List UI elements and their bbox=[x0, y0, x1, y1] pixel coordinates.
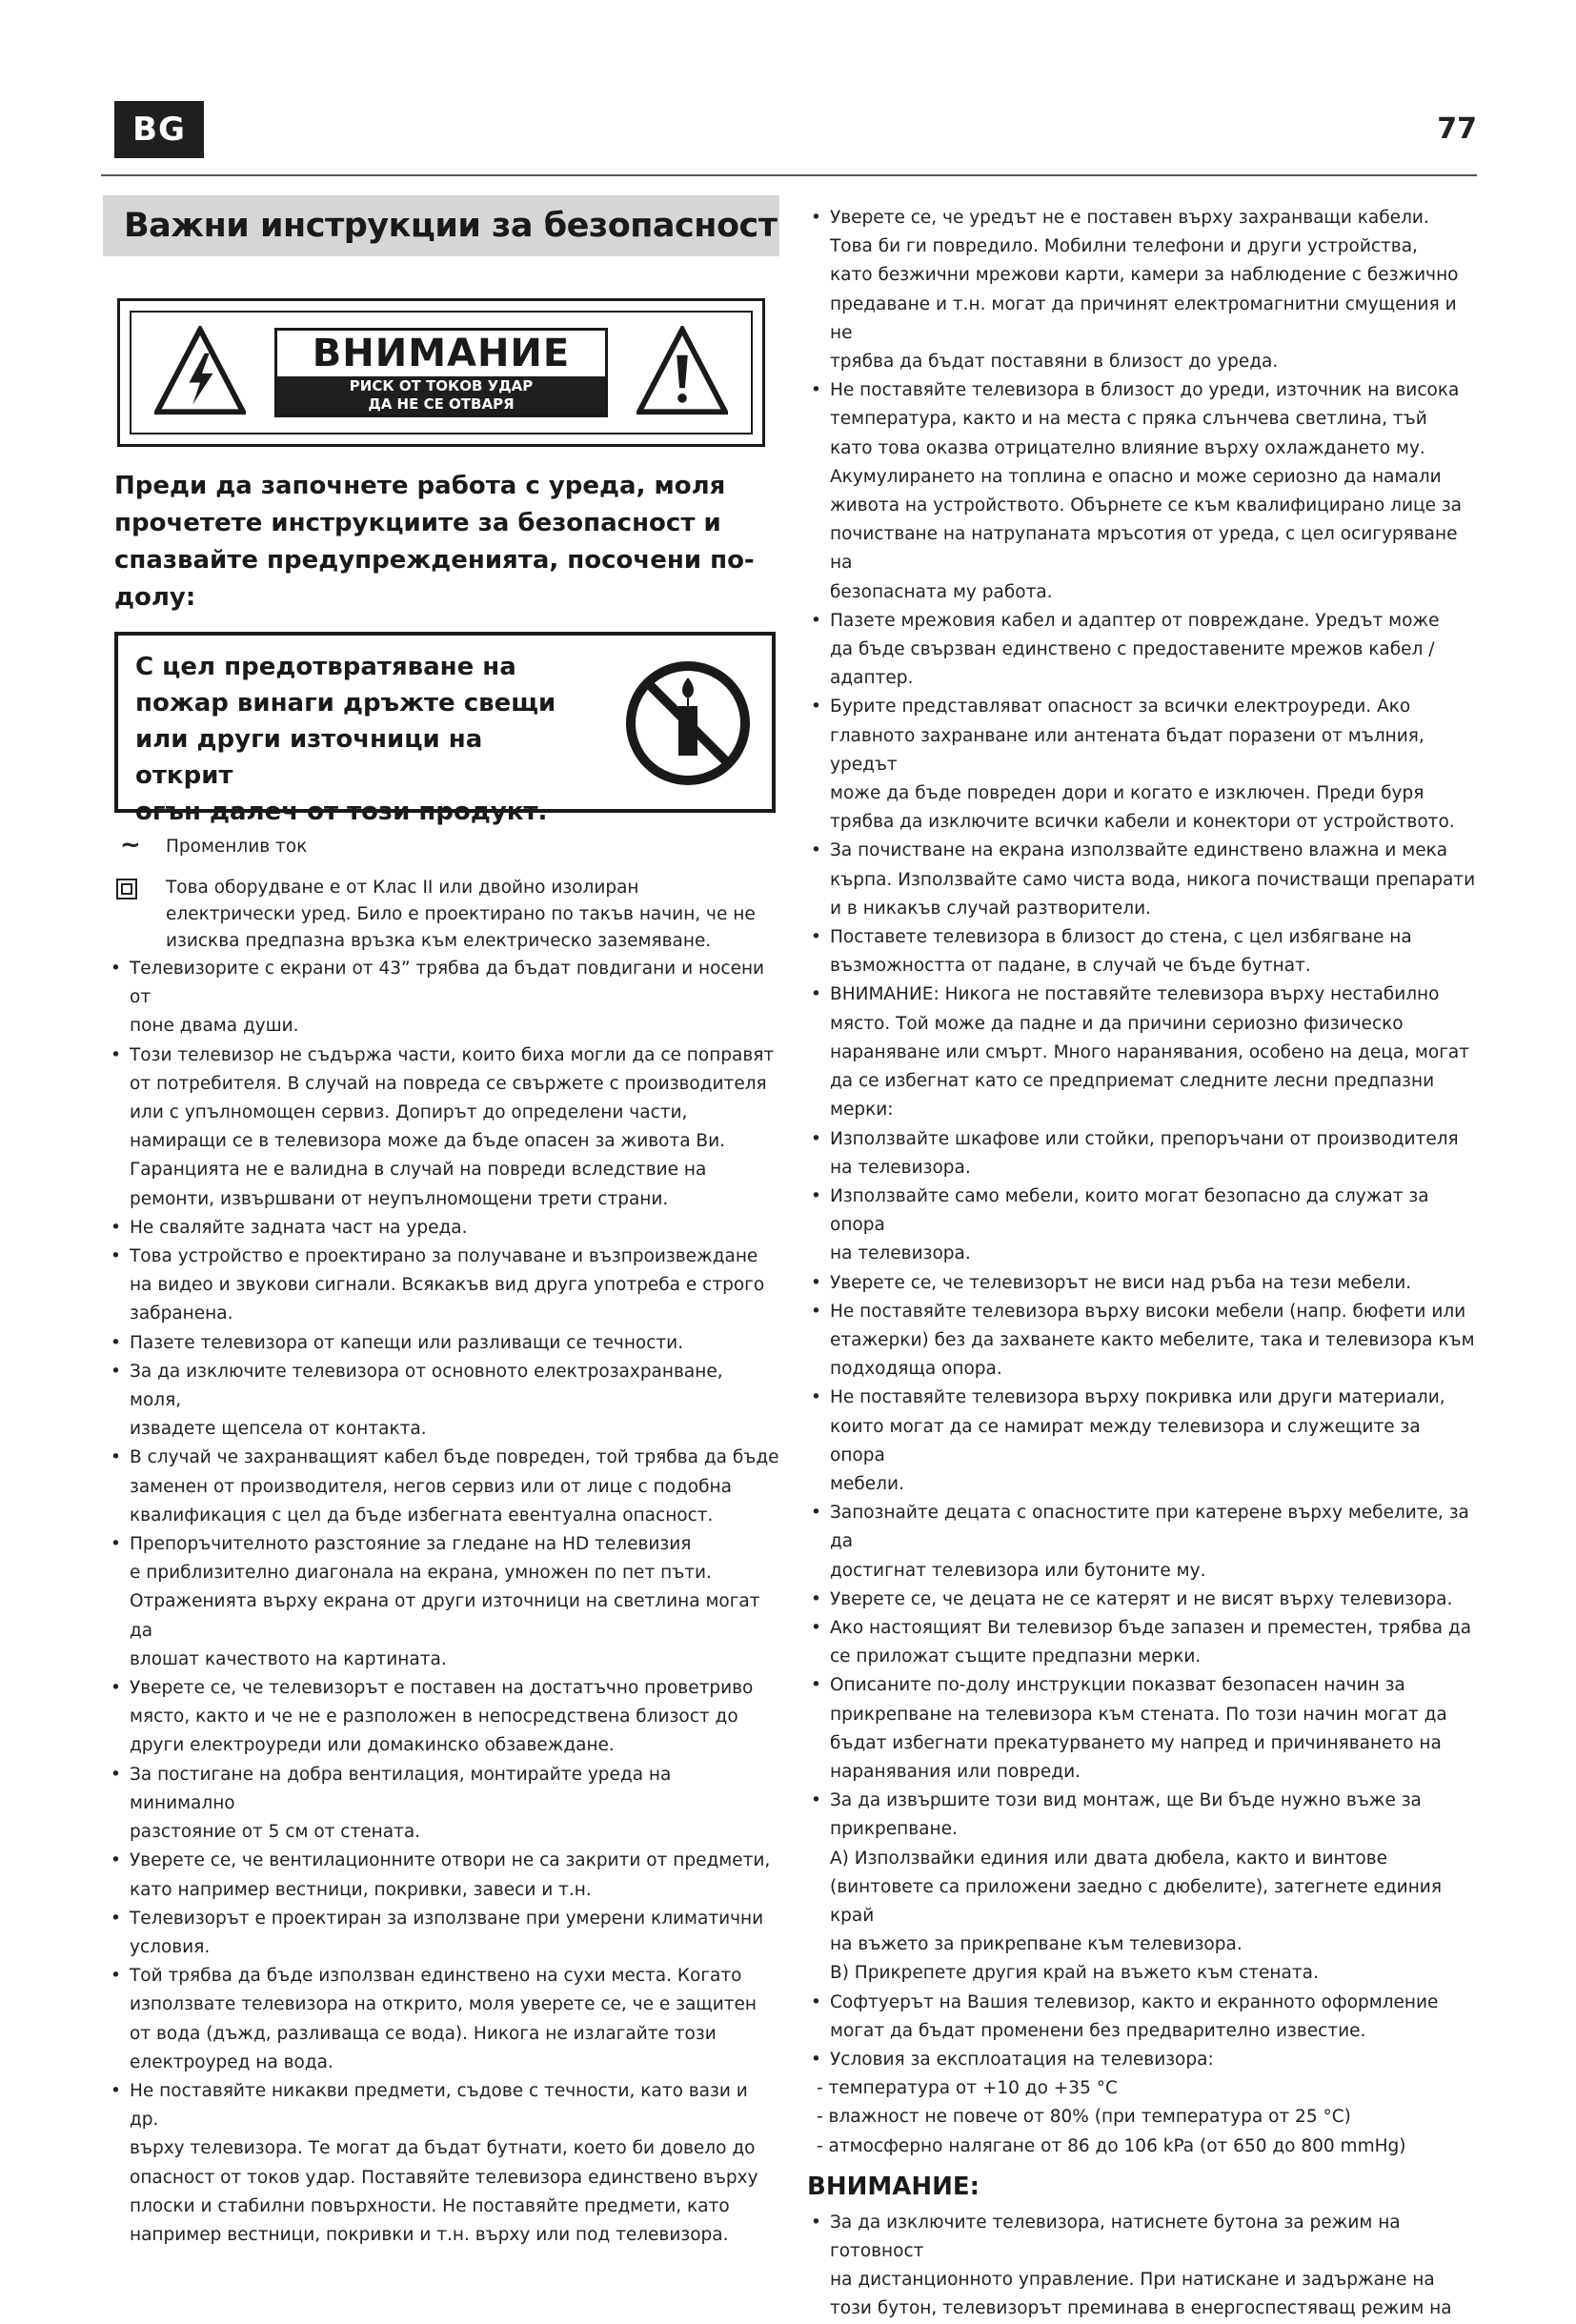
bullet-line: предаване и т.н. могат да причинят електромагнитни смущения и не bbox=[830, 293, 1457, 343]
bullet-line: трябва да бъдат поставяни в близост до уреда. bbox=[830, 352, 1279, 373]
operating-conditions bbox=[803, 2074, 1480, 2161]
bullet-line: ремонти, извършвани от неупълномощени трети страни. bbox=[130, 1188, 669, 1209]
bullet-item bbox=[103, 1358, 779, 1445]
bullet-line: използвате телевизора на открито, моля уверете се, че е защитен bbox=[130, 1994, 757, 2015]
bullet-line: наранявания или повреди. bbox=[830, 1761, 1081, 1782]
bullet-item bbox=[103, 1530, 779, 1674]
bullet-item bbox=[103, 1847, 779, 1904]
symbol-class2-text bbox=[166, 875, 756, 955]
bullet-item bbox=[803, 1614, 1480, 1671]
bullet-line: • Използвайте шкафове или стойки, препоръчани от производителя bbox=[830, 1128, 1459, 1149]
bullet-line: • Софтуерът на Вашия телевизор, както и екранното оформление bbox=[830, 1991, 1439, 2012]
bullet-line: Акумулирането на топлина е опасно и може сериозно да намали bbox=[830, 466, 1442, 487]
text-line: електрически уред. Било е проектирано по такъв начин, че не bbox=[166, 904, 756, 924]
warning-sub-line: РИСК ОТ ТОКОВ УДАР bbox=[349, 377, 534, 394]
bullet-line: този бутон, телевизорът преминава в енергоспестяващ режим на bbox=[830, 2298, 1452, 2319]
bullet-line: от вода (дъжд, разливаща се вода). Никога не излагайте този bbox=[130, 2023, 717, 2044]
left-column bbox=[103, 195, 779, 2250]
bullet-item bbox=[803, 1787, 1480, 1844]
bullet-line: забранена. bbox=[130, 1303, 233, 1324]
bullet-line: като това оказва отрицателно влияние върху охлаждането му. bbox=[830, 437, 1425, 458]
bullet-line: адаптер. bbox=[830, 668, 914, 689]
bullet-line: • За почистване на екрана използвайте единствено влажна и мека bbox=[830, 840, 1448, 861]
attention-heading: ВНИМАНИЕ: bbox=[807, 2172, 980, 2201]
bullet-line: етажерки) без да захванете както мебелите, така и телевизора към bbox=[830, 1329, 1475, 1350]
bullet-line: на дистанционното управление. При натискане и задържане на bbox=[830, 2270, 1435, 2291]
bullet-line: се приложат същите предпазни мерки. bbox=[830, 1647, 1202, 1667]
bullet-line: заменен от производителя, негов сервиз или от лице с подобна bbox=[130, 1476, 732, 1497]
text-line: на въжето за прикрепване към телевизора. bbox=[830, 1934, 1243, 1955]
lead-line: спазвайте предупрежденията, посочени по-долу: bbox=[114, 546, 755, 612]
bullet-line: главното захранване или антената бъдат поразени от мълния, уредът bbox=[830, 725, 1424, 775]
bullet-item bbox=[803, 2209, 1480, 2324]
bullet-item bbox=[803, 607, 1480, 694]
bullet-line: или с упълномощен сервиз. Допирът до определени части, bbox=[130, 1102, 688, 1123]
bullet-line: • Телевизорите с екрани от 43” трябва да бъдат повдигани и носени от bbox=[130, 959, 765, 1008]
language-tag: BG bbox=[114, 101, 204, 158]
bullet-line: влошат качеството на картината. bbox=[130, 1648, 447, 1669]
bullet-line: • За да изключите телевизора от основното електрозахранване, моля, bbox=[130, 1361, 723, 1411]
bullet-line: • Поставете телевизора в близост до стена, с цел избягване на bbox=[830, 927, 1412, 948]
bullet-line: • Това устройство е проектирано за получаване и възпроизвеждане bbox=[130, 1246, 758, 1267]
bullet-line: подходяща опора. bbox=[830, 1359, 1002, 1380]
bullet-line: • Ако настоящият Ви телевизор бъде запазен и преместен, трябва да bbox=[830, 1617, 1472, 1638]
lead-instruction bbox=[103, 468, 779, 616]
bullet-line: място. Той може да падне и да причини сериозно физическо bbox=[830, 1013, 1404, 1034]
bullet-item bbox=[803, 923, 1480, 980]
fire-warning-text bbox=[135, 649, 583, 830]
bullet-item bbox=[803, 1384, 1480, 1499]
bullet-item bbox=[803, 837, 1480, 923]
bullet-item bbox=[103, 1214, 779, 1243]
bullet-line: като например вестници, покривки, завеси и т.н. bbox=[130, 1879, 592, 1900]
bullet-line: • Не поставяйте никакви предмети, съдове с течности, като вази и др. bbox=[130, 2080, 748, 2131]
bullet-line: които могат да се намират между телевизора и служещите за опора bbox=[830, 1416, 1421, 1465]
bullet-line: намиращи се в телевизора може да бъде опасен за живота Ви. bbox=[130, 1131, 726, 1152]
bullet-line: • Не поставяйте телевизора върху високи мебели (напр. бюфети или bbox=[830, 1301, 1466, 1322]
bullet-line: • Пазете мрежовия кабел и адаптер от повреждане. Уредът може bbox=[830, 610, 1440, 631]
bullet-line: достигнат телевизора или бутоните му. bbox=[830, 1560, 1206, 1581]
bullet-item bbox=[803, 376, 1480, 607]
bullet-line: • Уверете се, че телевизорът е поставен на достатъчно проветриво bbox=[130, 1678, 754, 1699]
bullet-line: • Запознайте децата с опасностите при катерене върху мебелите, за да bbox=[830, 1503, 1469, 1552]
bullet-item bbox=[103, 955, 779, 1041]
left-bullet-list bbox=[103, 955, 779, 2250]
bullet-line: е приблизително диагонала на екрана, умножен по пет пъти. bbox=[130, 1563, 712, 1584]
bullet-item bbox=[803, 1499, 1480, 1586]
bullet-line: безопасната му работа. bbox=[830, 581, 1053, 602]
header-rule bbox=[101, 174, 1477, 176]
bullet-item bbox=[803, 1182, 1480, 1269]
bullet-line: условия. bbox=[130, 1936, 211, 1957]
bullet-line: мебели. bbox=[830, 1473, 904, 1494]
bullet-item bbox=[103, 1444, 779, 1530]
fire-line: С цел предотвратяване на bbox=[135, 653, 516, 681]
bullet-line: живота на устройството. Обърнете се към квалифицирано лице за bbox=[830, 495, 1463, 516]
text-line: В) Прикрепете другия край на въжето към стената. bbox=[830, 1963, 1319, 1984]
symbol-ac bbox=[103, 831, 779, 861]
lead-line: Преди да започнете работа с уреда, моля bbox=[114, 472, 726, 500]
fire-warning-box bbox=[114, 632, 776, 826]
bullet-line: на видео и звукови сигнали. Всякакъв вид друга употреба е строго bbox=[130, 1275, 765, 1296]
condition-line: - влажност не повече от 80% (при температура от 25 °C) bbox=[817, 2107, 1351, 2128]
double-insulation-icon bbox=[116, 879, 137, 899]
bullet-line: поне двама души. bbox=[130, 1016, 299, 1037]
bullet-line: други електроуреди или домакинско обзавеждане. bbox=[130, 1735, 615, 1756]
bullet-line: да се избегнат като се предприемат следните лесни предпазни bbox=[830, 1071, 1435, 1092]
bullet-line: • Условия за експлоатация на телевизора: bbox=[830, 2050, 1214, 2070]
bullet-line: трябва да изключите всички кабели и конектори от устройството. bbox=[830, 812, 1455, 833]
bullet-line: например вестници, покривки и т.н. върху или под телевизора. bbox=[130, 2224, 729, 2245]
mount-step-a bbox=[803, 1845, 1480, 1989]
bullet-line: разстояние от 5 см от стената. bbox=[130, 1822, 421, 1843]
electric-shock-icon bbox=[154, 326, 246, 417]
bullet-item bbox=[803, 1125, 1480, 1182]
symbol-class2 bbox=[103, 875, 779, 955]
bullet-line: • Уверете се, че вентилационните отвори не са закрити от предмети, bbox=[130, 1850, 771, 1871]
bullet-item bbox=[803, 1671, 1480, 1787]
bullet-line: нараняване или смърт. Много наранявания, особено на деца, могат bbox=[830, 1041, 1470, 1062]
right-bullet-list-3 bbox=[803, 2209, 1480, 2324]
page-number: 77 bbox=[1437, 112, 1477, 146]
bullet-item bbox=[803, 980, 1480, 1124]
lead-line: прочетете инструкциите за безопасност и bbox=[114, 509, 721, 537]
bullet-line: почистване на натрупаната мръсотия от уреда, с цел осигуряване на bbox=[830, 524, 1458, 574]
warning-label bbox=[117, 298, 765, 447]
symbol-ac-text: Променлив ток bbox=[166, 837, 308, 857]
warning-title: ВНИМАНИЕ bbox=[312, 332, 571, 375]
bullet-line: • Препоръчителното разстояние за гледане на HD телевизия bbox=[130, 1534, 692, 1555]
bullet-item bbox=[103, 1674, 779, 1761]
bullet-line: • В случай че захранващият кабел бъде повреден, той трябва да бъде bbox=[130, 1447, 779, 1468]
bullet-line: • За да изключите телевизора, натиснете бутона за режим на готовност bbox=[830, 2212, 1401, 2262]
condition-line: - атмосферно налягане от 86 до 106 kPa (от 650 до 800 mmHg) bbox=[817, 2135, 1406, 2156]
bullet-line: извадете щепсела от контакта. bbox=[130, 1419, 427, 1440]
bullet-item bbox=[803, 204, 1480, 376]
bullet-line: от потребителя. В случай на повреда се свържете с производителя bbox=[130, 1073, 767, 1094]
text-line: Това оборудване е от Клас II или двойно изолиран bbox=[166, 878, 639, 898]
bullet-line: върху телевизора. Те могат да бъдат бутнати, което би довело до bbox=[130, 2138, 756, 2159]
bullet-line: • Описаните по-долу инструкции показват безопасен начин за bbox=[830, 1675, 1405, 1696]
bullet-item bbox=[803, 1989, 1480, 2046]
bullet-line: • Уверете се, че децата не се катерят и не висят върху телевизора. bbox=[830, 1588, 1453, 1609]
bullet-item bbox=[103, 1243, 779, 1329]
bullet-line: и в никакъв случай разтворители. bbox=[830, 898, 1152, 919]
bullet-line: бъдат избегнати прекатурването му напред и причиняването на bbox=[830, 1732, 1442, 1753]
exclamation-icon bbox=[636, 326, 728, 417]
bullet-line: прикрепване. bbox=[830, 1819, 958, 1840]
bullet-item bbox=[103, 1962, 779, 2077]
bullet-line: плоски и стабилни повърхности. Не поставяйте предмети, като bbox=[130, 2195, 730, 2216]
right-bullet-list-2 bbox=[803, 1989, 1480, 2075]
bullet-item bbox=[803, 1586, 1480, 1614]
bullet-line: място, както и че не е разположен в непосредствена близост до bbox=[130, 1707, 738, 1728]
bullet-item bbox=[103, 1905, 779, 1962]
bullet-line: като безжични мрежови карти, камери за наблюдение с безжично bbox=[830, 265, 1459, 286]
bullet-line: могат да бъдат променени без предварително известие. bbox=[830, 2020, 1366, 2041]
bullet-line: • Не поставяйте телевизора върху покривка или други материали, bbox=[830, 1387, 1445, 1408]
bullet-item bbox=[103, 1329, 779, 1358]
bullet-item bbox=[803, 2046, 1480, 2074]
bullet-line: • ВНИМАНИЕ: Никога не поставяйте телевизора върху нестабилно bbox=[830, 984, 1440, 1005]
warning-center bbox=[274, 328, 608, 417]
bullet-line: • За да извършите този вид монтаж, ще Ви бъде нужно въже за bbox=[830, 1790, 1422, 1811]
bullet-item bbox=[103, 1041, 779, 1214]
right-bullet-list bbox=[803, 204, 1480, 1845]
bullet-line: квалификация с цел да бъде избегната евентуална опасност. bbox=[130, 1505, 714, 1526]
bullet-line: Това би ги повредило. Мобилни телефони и други устройства, bbox=[830, 236, 1418, 257]
bullet-item bbox=[103, 2077, 779, 2250]
bullet-line: • Този телевизор не съдържа части, които биха могли да се поправят bbox=[130, 1044, 775, 1065]
bullet-line: • За постигане на добра вентилация, монтирайте уреда на минимално bbox=[130, 1764, 672, 1813]
bullet-line: на телевизора. bbox=[830, 1243, 971, 1264]
text-line: (винтовете са приложени заедно с дюбелите), затегнете единия край bbox=[830, 1876, 1442, 1926]
bullet-item bbox=[803, 693, 1480, 837]
bullet-item bbox=[803, 1298, 1480, 1384]
fire-line: или други източници на открит bbox=[135, 725, 483, 790]
bullet-line: температура, както и на места с пряка слънчева светлина, тъй bbox=[830, 409, 1427, 430]
bullet-line: • Уверете се, че уредът не е поставен върху захранващи кабели. bbox=[830, 208, 1429, 228]
ac-icon: ~ bbox=[120, 831, 141, 859]
bullet-line: • Бурите представляват опасност за всички електроуреди. Ако bbox=[830, 697, 1411, 717]
bullet-line: на телевизора. bbox=[830, 1157, 971, 1178]
bullet-line: кърпа. Използвайте само чиста вода, никога почистващи препарати bbox=[830, 869, 1476, 890]
no-open-flame-icon bbox=[621, 657, 755, 790]
bullet-line: • Пазете телевизора от капещи или разливащи се течности. bbox=[130, 1332, 684, 1353]
warning-subtitle bbox=[277, 376, 605, 414]
bullet-line: • Телевизорът е проектиран за използване при умерени климатични bbox=[130, 1908, 764, 1929]
double-insulation-icon-wrap bbox=[112, 875, 166, 955]
bullet-item bbox=[103, 1761, 779, 1848]
fire-line: огън далеч от този продукт. bbox=[135, 798, 548, 826]
bullet-item bbox=[803, 1269, 1480, 1298]
bullet-line: електроуред на вода. bbox=[130, 2051, 333, 2072]
right-column bbox=[803, 204, 1480, 2324]
bullet-line: мерки: bbox=[830, 1100, 894, 1121]
bullet-line: опасност от токов удар. Поставяйте телевизора единствено върху bbox=[130, 2167, 758, 2188]
text-line: А) Използвайки единия или двата дюбела, както и винтове bbox=[830, 1848, 1387, 1869]
bullet-line: • Не сваляйте задната част на уреда. bbox=[130, 1217, 468, 1238]
warning-sub-line: ДА НЕ СЕ ОТВАРЯ bbox=[368, 395, 515, 413]
condition-line: - температура от +10 до +35 °C bbox=[817, 2078, 1118, 2099]
bullet-line: • Той трябва да бъде използван единствено на сухи места. Когато bbox=[130, 1966, 742, 1987]
bullet-line: възможността от падане, в случай че бъде бутнат. bbox=[830, 956, 1311, 977]
bullet-line: Отраженията върху екрана от други източници на светлина могат да bbox=[130, 1591, 760, 1641]
bullet-line: прикрепване на телевизора към стената. По този начин могат да bbox=[830, 1704, 1447, 1725]
bullet-line: Гаранцията не е валидна в случай на повреди вследствие на bbox=[130, 1160, 707, 1181]
bullet-line: • Уверете се, че телевизорът не виси над ръба на тези мебели. bbox=[830, 1272, 1412, 1293]
bullet-line: • Не поставяйте телевизора в близост до уреди, източник на висока bbox=[830, 380, 1460, 401]
text-line: изисква предпазна връзка към електрическо заземяване. bbox=[166, 931, 712, 951]
fire-line: пожар винаги дръжте свещи bbox=[135, 689, 556, 717]
bullet-line: • Използвайте само мебели, които могат безопасно да служат за опора bbox=[830, 1185, 1429, 1236]
section-title: Важни инструкции за безопасност bbox=[103, 195, 779, 256]
bullet-line: може да бъде повреден дори и когато е изключен. Преди буря bbox=[830, 783, 1424, 804]
bullet-line: да бъде свързван единствено с предоставените мрежов кабел / bbox=[830, 639, 1435, 660]
